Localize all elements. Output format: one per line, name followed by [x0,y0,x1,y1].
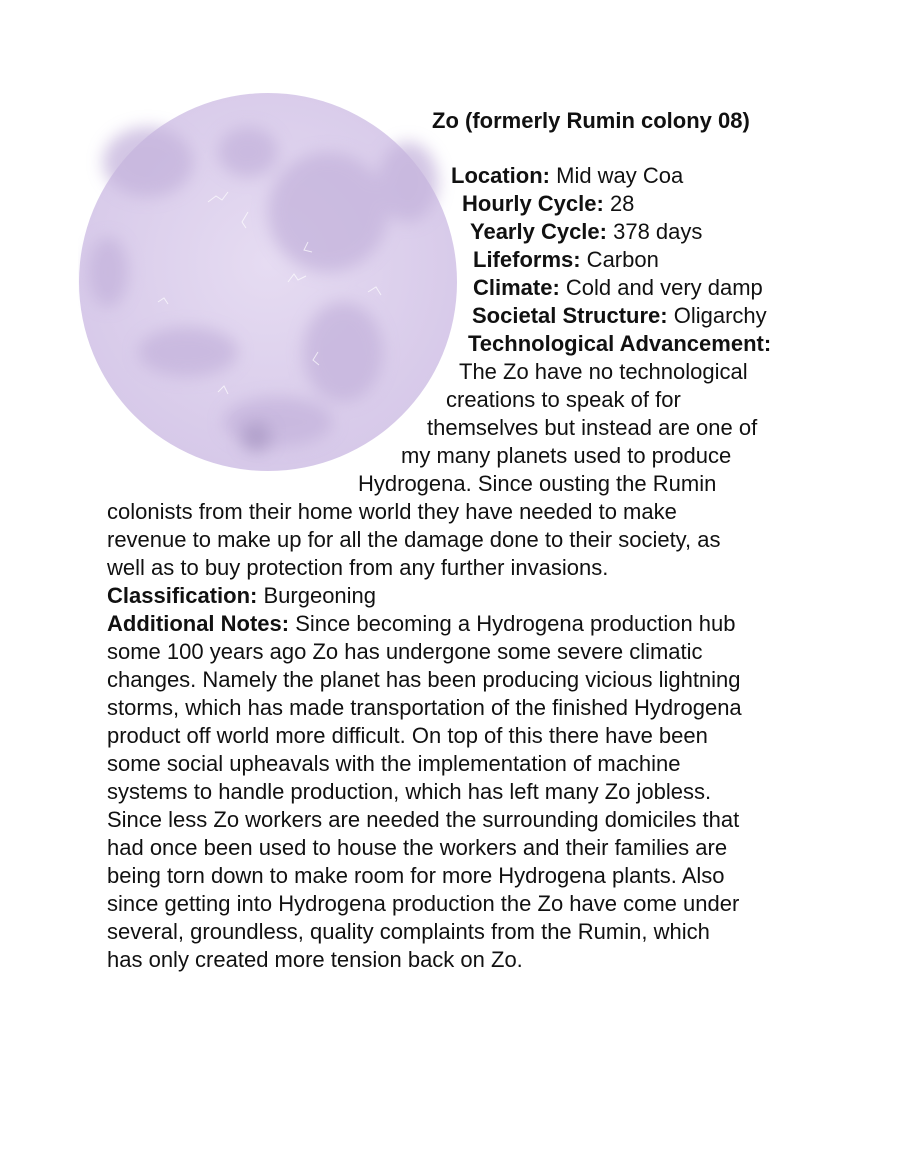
location-value: Mid way Coa [550,163,684,188]
tech-line: colonists from their home world they have needed to make [107,499,677,524]
notes-line: since getting into Hydrogena production the Zo have come under [107,891,740,916]
yearly-cycle-value: 378 days [606,219,703,244]
notes-line: had once been used to house the workers and their families are [107,835,728,860]
lifeforms-value: Carbon [580,247,659,272]
tech-line: creations to speak of for [446,387,681,412]
notes-line: changes. Namely the planet has been producing vicious lightning [107,667,741,692]
notes-line: storms, which has made transportation of the finished Hydrogena [107,695,742,720]
tech-line: my many planets used to produce [401,443,732,468]
tech-line: revenue to make up for all the damage done to their society, as [107,527,721,552]
societal-structure-value: Oligarchy [667,303,767,328]
notes-line: has only created more tension back on Zo. [107,947,523,972]
notes-first-line: Since becoming a Hydrogena production hub [289,611,736,636]
tech-line: themselves but instead are one of [427,415,758,440]
tech-line: well as to buy protection from any further invasions. [107,555,609,580]
tech-line: Hydrogena. Since ousting the Rumin [358,471,717,496]
tech-label: Technological Advancement: [468,331,772,356]
notes-label: Additional Notes: [107,611,290,636]
planet-graphic [78,92,458,472]
climate-field [473,274,763,302]
climate-value: Cold and very damp [559,275,763,300]
notes-line: several, groundless, quality complaints from the Rumin, which [107,919,710,944]
page-title: Zo (formerly Rumin colony 08) [432,108,750,133]
societal-structure-field [472,302,767,330]
tech-field [468,330,771,358]
notes-line: Since less Zo workers are needed the surrounding domiciles that [107,807,740,832]
tech-line: The Zo have no technological [459,359,748,384]
hourly-cycle-label: Hourly Cycle: [462,191,604,216]
societal-structure-label: Societal Structure: [472,303,668,328]
notes-line: product off world more difficult. On top of this there have been [107,723,708,748]
planet-zo-illustration [78,92,458,472]
hourly-cycle-value: 28 [603,191,635,216]
location-label: Location: [451,163,550,188]
yearly-cycle-label: Yearly Cycle: [470,219,607,244]
notes-line: systems to handle production, which has left many Zo jobless. [107,779,712,804]
classification-field [107,582,376,610]
lifeforms-label: Lifeforms: [473,247,581,272]
yearly-cycle-field [470,218,702,246]
notes-line: some 100 years ago Zo has undergone some severe climatic [107,639,703,664]
notes-field [107,610,736,638]
classification-value: Burgeoning [257,583,377,608]
lifeforms-field [473,246,659,274]
climate-label: Climate: [473,275,560,300]
hourly-cycle-field [462,190,634,218]
location-field [451,162,683,190]
classification-label: Classification: [107,583,258,608]
notes-line: some social upheavals with the implementation of machine [107,751,681,776]
notes-line: being torn down to make room for more Hydrogena plants. Also [107,863,725,888]
